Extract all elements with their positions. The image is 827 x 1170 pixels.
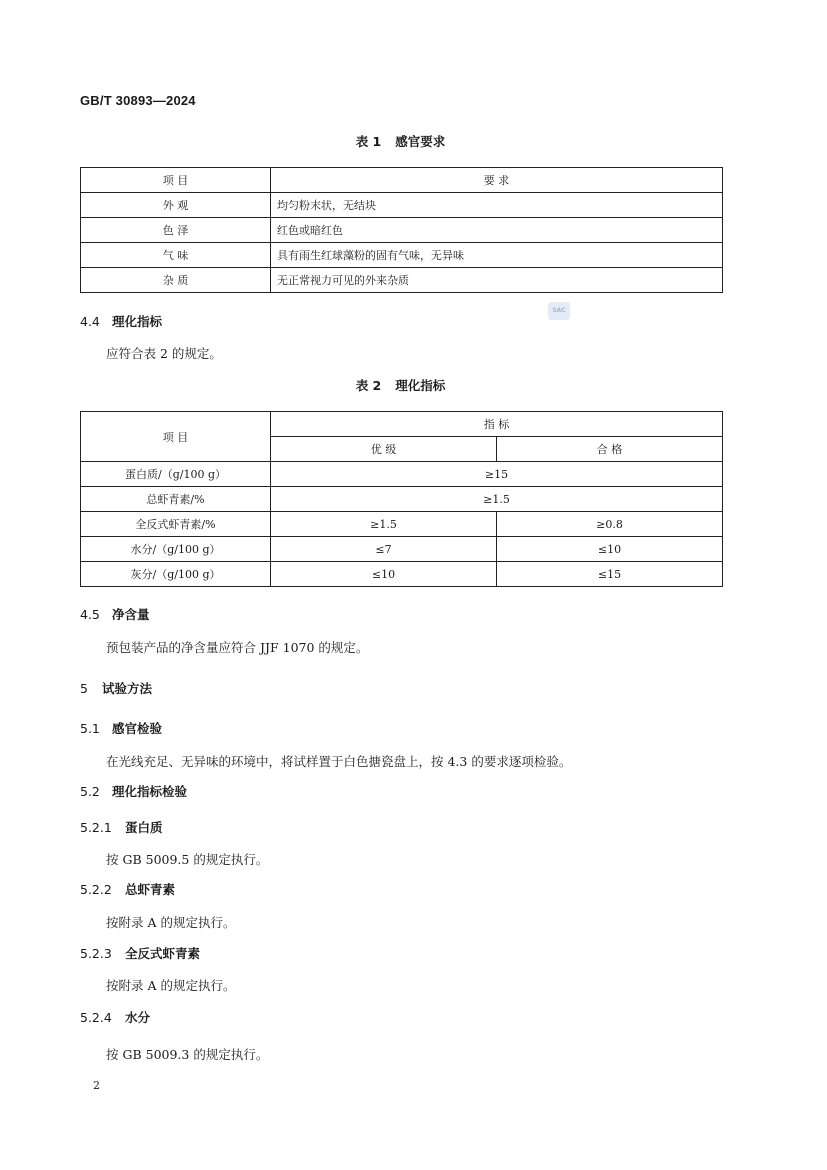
section-title: 蛋白质 (125, 820, 163, 835)
section-4-5-heading (80, 605, 150, 623)
section-5-2-heading (80, 782, 187, 800)
section-number: 5 (80, 681, 88, 696)
table-cell: ≥0.8 (497, 512, 723, 537)
section-title: 全反式虾青素 (125, 946, 201, 961)
table-cell: 总虾青素/% (81, 487, 271, 512)
section-title: 理化指标 (112, 314, 163, 329)
table-cell: ≤15 (497, 562, 723, 587)
section-4-4-text: 应符合表 2 的规定。 (106, 346, 222, 361)
table-cell: ≥15 (271, 462, 723, 487)
section-5-2-4-text: 按 GB 5009.3 的规定执行。 (106, 1047, 269, 1062)
table-cell: 蛋白质/（g/100 g） (81, 462, 271, 487)
section-5-2-2-text: 按附录 A 的规定执行。 (106, 915, 236, 930)
page-number: 2 (93, 1079, 100, 1092)
table-row (81, 562, 723, 587)
table2-caption (80, 376, 721, 394)
table-cell: ≤7 (271, 537, 497, 562)
section-title: 感官检验 (112, 721, 163, 736)
table-cell: 杂 质 (81, 268, 271, 293)
section-title: 总虾青素 (125, 882, 176, 897)
table-row (81, 537, 723, 562)
section-5-2-4-heading (80, 1008, 150, 1026)
table-cell: 外 观 (81, 193, 271, 218)
table2-number: 表 2 (355, 378, 382, 393)
section-5-1-heading (80, 719, 162, 737)
section-title: 试验方法 (102, 681, 153, 696)
section-number: 5.2.3 (80, 946, 112, 961)
table-cell: 气 味 (81, 243, 271, 268)
section-title: 理化指标检验 (112, 784, 188, 799)
section-4-5-text: 预包装产品的净含量应符合 JJF 1070 的规定。 (106, 640, 369, 655)
section-number: 5.2.1 (80, 820, 112, 835)
table-cell: 全反式虾青素/% (81, 512, 271, 537)
table-cell: 红色或暗红色 (271, 218, 723, 243)
table-row (81, 218, 723, 243)
table-cell: ≤10 (497, 537, 723, 562)
table1-header-requirement: 要 求 (271, 168, 723, 193)
table-cell: 无正常视力可见的外来杂质 (271, 268, 723, 293)
table1-caption (80, 132, 721, 150)
table2-title: 理化指标 (395, 378, 446, 393)
standard-code: GB/T 30893—2024 (80, 93, 196, 108)
table-row (81, 168, 723, 193)
table1-title: 感官要求 (395, 134, 446, 149)
section-number: 4.4 (80, 314, 100, 329)
table2-header-grade-qualified: 合 格 (497, 437, 723, 462)
table-cell: 色 泽 (81, 218, 271, 243)
table1 (80, 167, 723, 293)
table-cell: 水分/（g/100 g） (81, 537, 271, 562)
section-5-2-2-heading (80, 880, 175, 898)
table-cell: 均匀粉末状，无结块 (271, 193, 723, 218)
table1-header-item: 项 目 (81, 168, 271, 193)
table-row (81, 512, 723, 537)
section-title: 水分 (125, 1010, 151, 1025)
section-5-2-1-heading (80, 818, 163, 836)
sac-watermark: SAC (548, 302, 570, 320)
table-row (81, 243, 723, 268)
table-cell: ≤10 (271, 562, 497, 587)
section-5-2-3-heading (80, 944, 200, 962)
section-5-heading (80, 679, 152, 697)
table-cell: 具有雨生红球藻粉的固有气味，无异味 (271, 243, 723, 268)
table2 (80, 411, 723, 587)
table-cell: ≥1.5 (271, 487, 723, 512)
section-number: 5.2 (80, 784, 100, 799)
section-number: 5.2.2 (80, 882, 112, 897)
section-title: 净含量 (112, 607, 150, 622)
table-row (81, 193, 723, 218)
table-row (81, 487, 723, 512)
section-5-2-3-text: 按附录 A 的规定执行。 (106, 978, 236, 993)
section-5-1-text: 在光线充足、无异味的环境中，将试样置于白色搪瓷盘上，按 4.3 的要求逐项检验。 (106, 754, 572, 769)
table-row (81, 268, 723, 293)
section-number: 5.1 (80, 721, 100, 736)
table2-header-index: 指 标 (271, 412, 723, 437)
table2-header-item: 项 目 (81, 412, 271, 462)
section-number: 4.5 (80, 607, 100, 622)
table-row (81, 412, 723, 437)
table2-header-grade-premium: 优 级 (271, 437, 497, 462)
section-number: 5.2.4 (80, 1010, 112, 1025)
table-row (81, 462, 723, 487)
table-cell: 灰分/（g/100 g） (81, 562, 271, 587)
table-cell: ≥1.5 (271, 512, 497, 537)
section-5-2-1-text: 按 GB 5009.5 的规定执行。 (106, 852, 269, 867)
section-4-4-heading (80, 312, 162, 330)
table1-number: 表 1 (355, 134, 382, 149)
